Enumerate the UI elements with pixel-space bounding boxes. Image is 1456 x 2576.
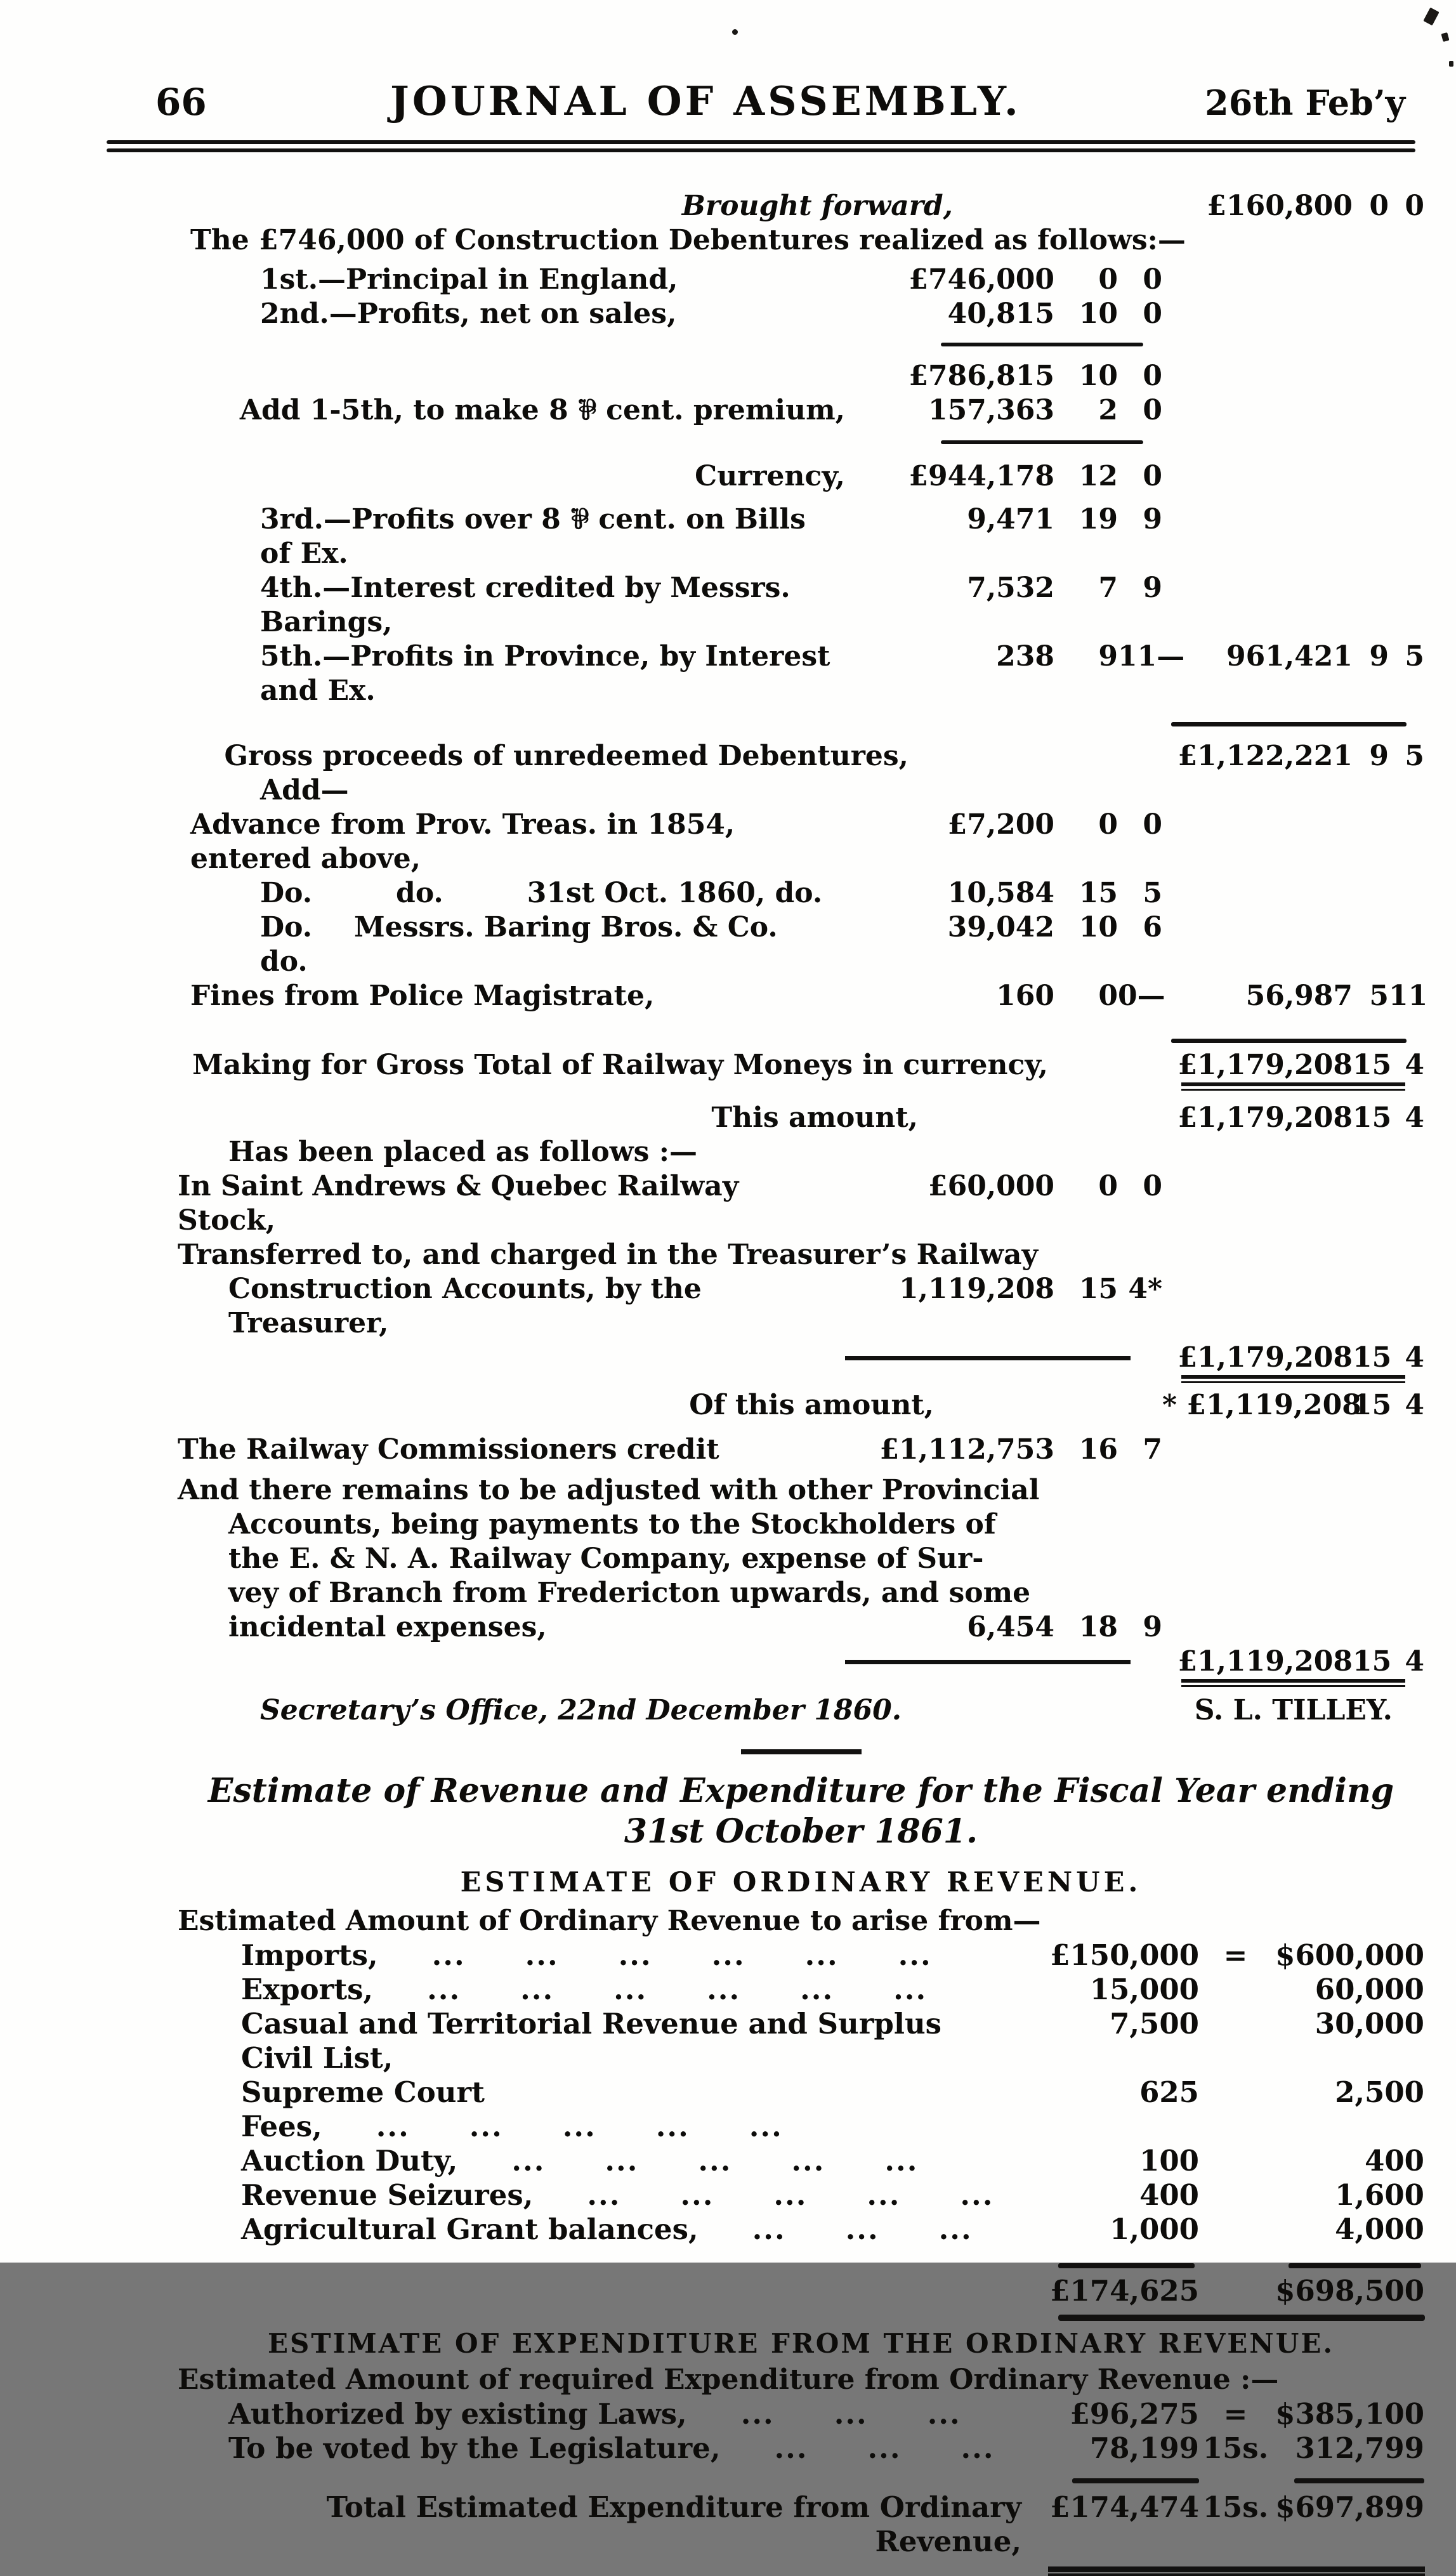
dot-leader: ... ... ... [740, 2397, 961, 2431]
pounds-value: 7,500 [1110, 2007, 1199, 2040]
shillings-value: 15s. [1202, 2431, 1269, 2465]
amount-shillings: 10 [1079, 911, 1118, 943]
line-label: Making for Gross Total of Railway Moneys in currency, [192, 1049, 1048, 1081]
line-label: 3rd.—Profits over 8 ⅌ cent. on Bills of Ex. [260, 503, 816, 570]
dollars-value: 60,000 [1315, 1973, 1424, 2006]
line-label: 4th.—Interest credited by Messrs. Barings, [260, 572, 801, 638]
journal-title: JOURNAL OF ASSEMBLY. [390, 77, 1021, 124]
amount-pence: 0 [1405, 190, 1424, 222]
line-label: Add 1-5th, to make 8 ⅌ cent. premium, [239, 394, 845, 426]
dollars-value: $600,000 [1275, 1938, 1424, 1972]
expenditure-total-rules [178, 2478, 1424, 2484]
line-intro [178, 223, 1424, 258]
dollars-value: 400 [1365, 2144, 1424, 2178]
scan-speck [732, 29, 738, 35]
line-remains-1 [178, 1473, 1424, 1508]
line-making-gross-total [178, 1048, 1424, 1082]
revenue-row-casual [178, 2007, 1424, 2075]
line-label: Accounts, being payments to the Stockholders of [228, 1508, 996, 1541]
line-add-premium [178, 393, 1424, 428]
line-remains-3 [178, 1542, 1424, 1576]
dot-leader: ... ... ... [752, 2212, 973, 2246]
outer-amount-pence: 5 [1405, 640, 1424, 673]
amount-pounds: 10,584 [947, 877, 1054, 909]
line-label: 2nd.—Profits, net on sales, [260, 298, 677, 330]
pounds-value: 15,000 [1089, 1973, 1199, 2006]
outer-amount-pounds: £1,179,208 [1177, 1049, 1353, 1081]
amount-pounds: 1,119,208 [899, 1273, 1054, 1305]
line-label: Estimated Amount of required Expenditure from Ordinary Revenue :— [178, 2363, 1279, 2396]
amount-pence: 0 [1143, 1170, 1162, 1202]
line-advance-1854 [178, 808, 1424, 876]
outer-amount-pence: 4 [1405, 1101, 1424, 1134]
dollars-value: 2,500 [1335, 2075, 1424, 2109]
line-subtotal-786815 [178, 359, 1424, 393]
revenue-total-dollars: $698,500 [1275, 2274, 1424, 2308]
row-label [178, 1973, 1021, 2007]
revenue-total-rules [178, 2263, 1424, 2269]
expenditure-row-authorized [178, 2397, 1424, 2431]
amount-pence: 0 [1143, 360, 1162, 392]
row-label-text: Imports, [241, 1938, 378, 1972]
line-total-1179208 [178, 1341, 1424, 1375]
pounds-value: £96,275 [1070, 2397, 1199, 2431]
amount-shillings: 9 [1098, 640, 1118, 673]
expenditure-total-shillings: 15s. [1202, 2490, 1269, 2524]
line-label: 1st.—Principal in England, [260, 263, 678, 296]
amount-pence: 0— [1118, 980, 1165, 1012]
amount-pounds: 9,471 [967, 503, 1054, 536]
outer-amount-pounds: 961,421 [1226, 640, 1353, 673]
amount-pence: 5 [1143, 877, 1162, 909]
page-number: 66 [155, 81, 207, 124]
dot-leader: ... ... ... ... ... ... [427, 1973, 928, 2006]
line-construction-accounts [178, 1272, 1424, 1341]
line-label: vey of Branch from Fredericton upwards, and some [228, 1577, 1031, 1609]
pounds-value: 1,000 [1110, 2212, 1199, 2246]
row-label-text: Agricultural Grant balances, [241, 2212, 698, 2246]
estimate-heading: Estimate of Revenue and Expenditure for the Fiscal Year ending 31st October 1861. [207, 1771, 1394, 1851]
amount-pence: 6 [1143, 911, 1162, 943]
amount-shillings: 7 [1098, 572, 1118, 604]
dot-leader: ... ... ... ... ... ... [431, 1938, 932, 1972]
page-date: 26th Feb’y [1205, 82, 1405, 123]
secretary-office-label: Secretary’s Office, 22nd December 1860. [260, 1694, 902, 1726]
outer-amount-shillings: 9 [1369, 640, 1389, 673]
pounds-column-rule [1072, 2478, 1199, 2483]
expenditure-total-pounds: £174,474 [1050, 2490, 1199, 2524]
amount-shillings: 2 [1098, 394, 1118, 426]
outer-amount-shillings: 15 [1353, 1101, 1392, 1134]
amount-pence: 0 [1143, 263, 1162, 296]
line-fines [178, 979, 1428, 1013]
amount-shillings: 0 [1098, 263, 1118, 296]
expenditure-heading: ESTIMATE OF EXPENDITURE FROM THE ORDINARY REVENUE. [268, 2328, 1334, 2359]
line-label: Currency, [695, 460, 845, 492]
line-add-word [178, 773, 1424, 808]
rule-outer-column [1171, 1039, 1407, 1043]
revenue-total-row [178, 2274, 1424, 2308]
dollars-value: 30,000 [1315, 2007, 1424, 2040]
revenue-row-exports [178, 1973, 1424, 2007]
line-label: Has been placed as follows :— [228, 1136, 697, 1168]
line-remains-4 [178, 1576, 1424, 1610]
amount-pounds: 157,363 [928, 394, 1054, 426]
revenue-closing-rule [1058, 2315, 1425, 2321]
row-label-text: Supreme Court Fees, [241, 2075, 495, 2143]
outer-amount-pounds: £1,179,208 [1177, 1341, 1353, 1374]
amount-pounds: 39,042 [947, 911, 1054, 943]
amount-pounds: £160,800 [1207, 190, 1353, 222]
dollars-value: 312,799 [1295, 2431, 1424, 2465]
line-label: This amount, [711, 1101, 918, 1134]
outer-amount-shillings: 5 [1369, 980, 1389, 1012]
line-label: Brought forward, [681, 190, 953, 222]
amount-pounds: £746,000 [908, 263, 1054, 296]
line-label: Add— [260, 774, 349, 806]
amount-pounds: 40,815 [947, 298, 1054, 330]
amount-pence: 4* [1128, 1273, 1162, 1305]
line-office-signature [178, 1693, 1424, 1728]
line-placed-as-follows [178, 1135, 1424, 1169]
row-label-text: Exports, [241, 1973, 374, 2006]
line-expenditure-intro [178, 2363, 1424, 2397]
outer-amount-pounds: £1,179,208 [1177, 1101, 1353, 1134]
row-label-text: Revenue Seizures, [241, 2178, 534, 2212]
dot-leader: ... ... ... ... ... [587, 2178, 994, 2212]
line-label: Do. do. 31st Oct. 1860, do. [260, 877, 823, 909]
line-label: incidental expenses, [228, 1611, 547, 1643]
amount-shillings: 0 [1098, 808, 1118, 841]
line-1st-principal [178, 263, 1424, 297]
line-total-1119208 [178, 1645, 1424, 1679]
revenue-row-supreme-court [178, 2075, 1424, 2144]
double-rule [1181, 1679, 1405, 1687]
amount-pounds: £7,200 [947, 808, 1054, 841]
amount-pence: 0 [1143, 808, 1162, 841]
amount-pounds: £786,815 [908, 360, 1054, 392]
row-label [178, 2075, 1021, 2144]
row-label [178, 2212, 1021, 2247]
amount-pence: 9 [1143, 503, 1162, 536]
revenue-row-imports [178, 1938, 1424, 1973]
rule-inner-column [941, 440, 1143, 444]
pounds-column-rule [1058, 2263, 1195, 2268]
row-label [178, 2007, 1021, 2075]
dollars-column-rule [1294, 2478, 1424, 2483]
amount-pence: 11— [1118, 640, 1185, 673]
line-label: Transferred to, and charged in the Treasurer’s Railway [178, 1239, 1039, 1271]
amount-shillings: 15 [1079, 877, 1118, 909]
amount-pounds: 160 [996, 980, 1054, 1012]
rule-outer-column [1171, 722, 1407, 726]
pounds-value: 100 [1139, 2144, 1199, 2178]
pounds-value: £150,000 [1050, 1938, 1199, 1972]
line-label: Advance from Prov. Treas. in 1854, entered above, [190, 808, 745, 875]
line-2nd-profits [178, 297, 1424, 331]
line-gross-proceeds [178, 739, 1424, 773]
line-this-amount [178, 1101, 1424, 1135]
page-content [0, 152, 1456, 2576]
dollars-value: $385,100 [1275, 2397, 1424, 2431]
line-label: Gross proceeds of unredeemed Debentures, [224, 740, 908, 772]
dollars-column-rule [1289, 2263, 1421, 2268]
row-label [178, 1938, 1021, 1973]
row-label [178, 2144, 1021, 2178]
amount-pence: 7 [1143, 1433, 1162, 1466]
outer-amount-pounds: * £1,119,208 [1162, 1389, 1361, 1421]
amount-pounds: 7,532 [967, 572, 1054, 604]
double-rule [1181, 1082, 1405, 1091]
outer-amount-pounds: £1,122,221 [1177, 740, 1353, 772]
equals-sign: = [1223, 2397, 1248, 2431]
equals-sign: = [1223, 1938, 1248, 1972]
outer-amount-pence: 11 [1389, 980, 1428, 1012]
amount-shillings: 10 [1079, 298, 1118, 330]
line-label: Do. Messrs. Baring Bros. & Co. do. [260, 911, 820, 978]
outer-amount-pence: 4 [1405, 1341, 1424, 1374]
amount-shillings: 19 [1079, 503, 1118, 536]
line-saint-andrews [178, 1169, 1424, 1238]
amount-shillings: 16 [1079, 1433, 1118, 1466]
amount-pence: 0 [1143, 460, 1162, 492]
expenditure-total-dollars: $697,899 [1275, 2490, 1424, 2524]
amount-shillings: 0 [1098, 1170, 1118, 1202]
outer-amount-shillings: 15 [1353, 1049, 1392, 1081]
row-label-text: Auction Duty, [241, 2144, 458, 2178]
final-double-rule [1048, 2566, 1425, 2576]
line-label: The Railway Commissioners credit [178, 1433, 719, 1466]
row-label-text: Casual and Territorial Revenue and Surplus Civil List, [241, 2007, 952, 2075]
expenditure-total-label: Total Estimated Expenditure from Ordinary Revenue, [326, 2490, 1032, 2558]
line-5th-profits-province [178, 640, 1424, 708]
sum-dash-rule [845, 1356, 1131, 1360]
pounds-value: 78,199 [1089, 2431, 1199, 2465]
line-advance-1860 [178, 876, 1424, 910]
amount-pence: 0 [1143, 394, 1162, 426]
outer-amount-shillings: 15 [1353, 1389, 1392, 1421]
outer-amount-pounds: £1,119,208 [1177, 1645, 1353, 1678]
line-label: Construction Accounts, by the Treasurer, [228, 1273, 712, 1339]
line-3rd-profits [178, 503, 1424, 571]
amount-shillings: 12 [1079, 460, 1118, 492]
expenditure-total-row [178, 2490, 1424, 2559]
line-remains-2 [178, 1508, 1424, 1542]
revenue-row-agricultural [178, 2212, 1424, 2247]
header-double-rule [107, 140, 1415, 152]
outer-amount-shillings: 15 [1353, 1645, 1392, 1678]
outer-amount-shillings: 15 [1353, 1341, 1392, 1374]
amount-pence: 9 [1143, 1611, 1162, 1643]
outer-amount-pounds: 56,987 [1245, 980, 1353, 1012]
row-label-text: To be voted by the Legislature, [228, 2431, 721, 2465]
amount-shillings: 0 [1098, 980, 1118, 1012]
double-rule [1181, 1375, 1405, 1383]
scan-speck [1449, 61, 1453, 67]
section-divider-rule [741, 1749, 862, 1754]
amount-pounds: 238 [996, 640, 1054, 673]
line-label: Estimated Amount of Ordinary Revenue to arise from— [178, 1905, 1041, 1937]
line-label: And there remains to be adjusted with other Provincial [178, 1474, 1040, 1506]
dot-leader: ... ... ... ... ... [511, 2144, 919, 2178]
row-label [178, 2431, 1021, 2466]
amount-pence: 0 [1143, 298, 1162, 330]
line-incidental-expenses [178, 1610, 1424, 1645]
rule-inner-column [941, 343, 1143, 346]
line-of-this-amount [178, 1388, 1424, 1423]
dot-leader: ... ... ... ... ... [376, 2110, 783, 2143]
expenditure-row-voted [178, 2431, 1424, 2466]
line-label: 5th.—Profits in Province, by Interest and Ex. [260, 640, 840, 707]
row-label [178, 2178, 1021, 2212]
line-label: In Saint Andrews & Quebec Railway Stock, [178, 1170, 749, 1237]
dot-leader: ... ... ... [774, 2431, 995, 2465]
amount-shillings: 18 [1079, 1611, 1118, 1643]
line-brought-forward [178, 189, 1424, 223]
outer-amount-pence: 4 [1405, 1645, 1424, 1678]
amount-pounds: £944,178 [908, 460, 1054, 492]
amount-shillings: 15 [1079, 1273, 1118, 1305]
ordinary-revenue-heading: ESTIMATE OF ORDINARY REVENUE. [460, 1867, 1142, 1898]
line-commissioners-credit [178, 1433, 1424, 1467]
line-revenue-intro [178, 1904, 1424, 1938]
page-header [0, 0, 1456, 124]
amount-pence: 9 [1143, 572, 1162, 604]
amount-pounds: £1,112,753 [879, 1433, 1054, 1466]
line-label: The £746,000 of Construction Debentures realized as follows:— [190, 224, 1186, 256]
line-transferred [178, 1238, 1424, 1272]
dollars-value: 4,000 [1335, 2212, 1424, 2246]
amount-pounds: 6,454 [967, 1611, 1054, 1643]
line-4th-interest [178, 571, 1424, 640]
outer-amount-pence: 4 [1405, 1049, 1424, 1081]
row-label-text: Authorized by existing Laws, [228, 2397, 687, 2431]
line-label: Fines from Police Magistrate, [190, 980, 655, 1012]
outer-amount-pence: 4 [1405, 1389, 1424, 1421]
revenue-row-auction-duty [178, 2144, 1424, 2178]
signature: S. L. TILLEY. [1194, 1694, 1393, 1726]
row-label [178, 2397, 1021, 2431]
pounds-value: 625 [1139, 2075, 1199, 2109]
line-advance-baring [178, 910, 1424, 979]
outer-amount-pence: 5 [1405, 740, 1424, 772]
sum-dash-rule [845, 1660, 1131, 1664]
revenue-total-pounds: £174,625 [1050, 2274, 1199, 2308]
line-currency-total [178, 459, 1424, 494]
amount-shillings: 10 [1079, 360, 1118, 392]
line-label: Of this amount, [689, 1389, 934, 1421]
line-label: the E. & N. A. Railway Company, expense of Sur- [228, 1542, 984, 1575]
outer-amount-shillings: 9 [1369, 740, 1389, 772]
revenue-row-seizures [178, 2178, 1424, 2212]
dollars-value: 1,600 [1335, 2178, 1424, 2212]
pounds-value: 400 [1139, 2178, 1199, 2212]
amount-shillings: 0 [1369, 190, 1389, 222]
amount-pounds: £60,000 [928, 1170, 1054, 1202]
